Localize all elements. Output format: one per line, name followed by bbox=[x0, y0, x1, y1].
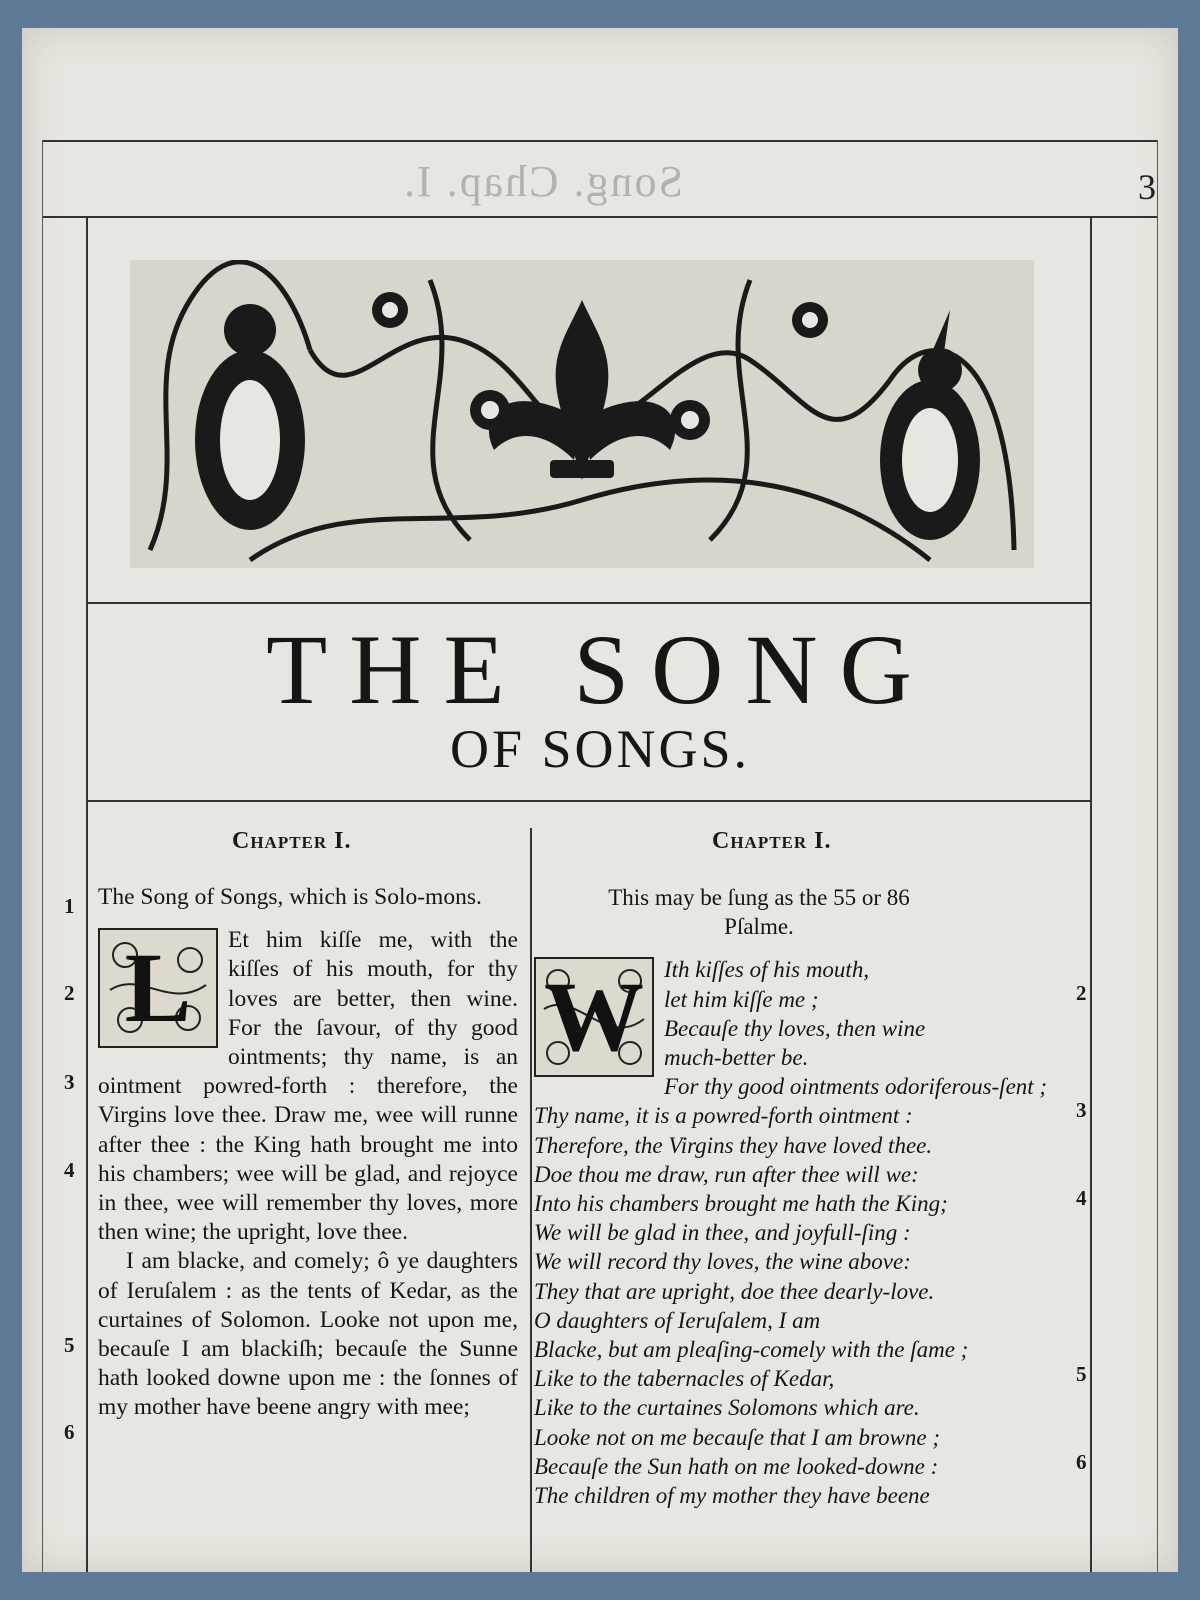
title-rule-bottom bbox=[88, 800, 1092, 802]
left-column-prose bbox=[98, 883, 518, 1423]
right-frame-rule bbox=[1157, 140, 1158, 1572]
left-verse-number: 4 bbox=[64, 1158, 75, 1182]
page-number: 3 bbox=[1138, 167, 1156, 207]
verse-line: Blacke, but am pleaſing-comely with the ſame ; bbox=[534, 1337, 969, 1363]
right-chapter-heading: Chapter I. bbox=[712, 828, 832, 854]
left-frame-rule bbox=[42, 140, 43, 1572]
top-frame-rule bbox=[42, 140, 1158, 142]
verse-line: They that are upright, doe thee dearly-love. bbox=[534, 1278, 935, 1304]
verse-line: Like to the tabernacles of Kedar, bbox=[534, 1366, 835, 1392]
verse-line: much-better be. bbox=[664, 1045, 809, 1071]
verse-line: Doe thou me draw, run after thee will we: bbox=[534, 1161, 919, 1187]
right-verse-number: 6 bbox=[1076, 1450, 1087, 1474]
right-column-metrical bbox=[534, 883, 1048, 1510]
verse-line: let him kiſſe me ; bbox=[664, 986, 819, 1012]
book-subtitle: OF SONGS. bbox=[449, 719, 751, 779]
verse-line: Becauſe the Sun hath on me looked-downe : bbox=[534, 1453, 939, 1479]
verse-line: We will be glad in thee, and joyfull-ſing : bbox=[534, 1220, 911, 1246]
right-verse-number: 3 bbox=[1076, 1098, 1087, 1122]
verse-line: Into his chambers brought me hath the King; bbox=[534, 1191, 948, 1217]
verse-line: Therefore, the Virgins they have loved thee. bbox=[534, 1132, 933, 1158]
verse-line: Like to the curtaines Solomons which are. bbox=[534, 1395, 920, 1421]
book-page bbox=[22, 28, 1178, 1572]
verse-line: For thy good ointments odoriferous-ſent ; bbox=[664, 1074, 1048, 1100]
book-title: THE SONG bbox=[266, 614, 934, 725]
left-verse-number: 2 bbox=[64, 981, 75, 1005]
right-verse-number: 4 bbox=[1076, 1186, 1087, 1210]
column-divider bbox=[530, 828, 532, 1572]
decorated-initial bbox=[98, 928, 218, 1048]
verse-line: We will record thy loves, the wine above: bbox=[534, 1249, 911, 1275]
left-verse-number: 1 bbox=[64, 894, 75, 918]
decorated-initial bbox=[534, 957, 654, 1077]
right-verse-number: 2 bbox=[1076, 981, 1087, 1005]
verse-2-text: Et him kiſſe me, with the kiſſes of his mouth, for thy loves are better, then wine. For the ſavour, of thy good ointments; thy name, is an ointment powred-forth : therefore, the Virgins love thee. Draw me, wee will runne after thee : the King hath brought me into his chambers; wee will be glad, and rejoyce in thee, wee will remember thy loves, more then wine; the upright, love thee. bbox=[98, 927, 518, 1246]
tune-note: This may be ſung as the 55 or 86 Pſalme. bbox=[608, 885, 910, 940]
verse-line: Thy name, it is a powred-forth ointment : bbox=[534, 1103, 913, 1129]
show-through-text: Song. Chap. I. bbox=[402, 157, 683, 206]
verse-line: Becauſe thy loves, then wine bbox=[664, 1015, 926, 1041]
right-verse-number: 5 bbox=[1076, 1362, 1087, 1386]
right-margin-rule bbox=[1090, 218, 1092, 1572]
chapter-summary: The Song of Songs, which is Solo-mons. bbox=[98, 884, 482, 910]
woodcut-headpiece bbox=[130, 260, 1034, 568]
title-rule-top bbox=[88, 602, 1092, 604]
verse-line: Ith kiſſes of his mouth, bbox=[664, 957, 870, 983]
left-verse-number: 3 bbox=[64, 1070, 75, 1094]
left-chapter-heading: Chapter I. bbox=[232, 828, 352, 854]
verse-5-text: I am blacke, and comely; ô ye daughters of Ieruſalem : as the tents of Kedar, as the curtaines of Solomon. Looke not upon me, becauſe I am blackiſh; becauſe the Sunne hath looked downe upon me : the ſonnes of my mother have beene angry with mee; bbox=[98, 1248, 518, 1421]
left-margin-rule bbox=[86, 218, 88, 1572]
verse-line: The children of my mother they have beene bbox=[534, 1483, 930, 1509]
initial-letter: L bbox=[124, 932, 192, 1044]
left-verse-number: 6 bbox=[64, 1420, 75, 1444]
verse-line: O daughters of Ieruſalem, I am bbox=[534, 1307, 821, 1333]
running-head-rule bbox=[42, 216, 1158, 218]
verse-line: Looke not on me becauſe that I am browne ; bbox=[534, 1424, 941, 1450]
initial-letter: W bbox=[544, 961, 644, 1073]
left-verse-number: 5 bbox=[64, 1333, 75, 1357]
